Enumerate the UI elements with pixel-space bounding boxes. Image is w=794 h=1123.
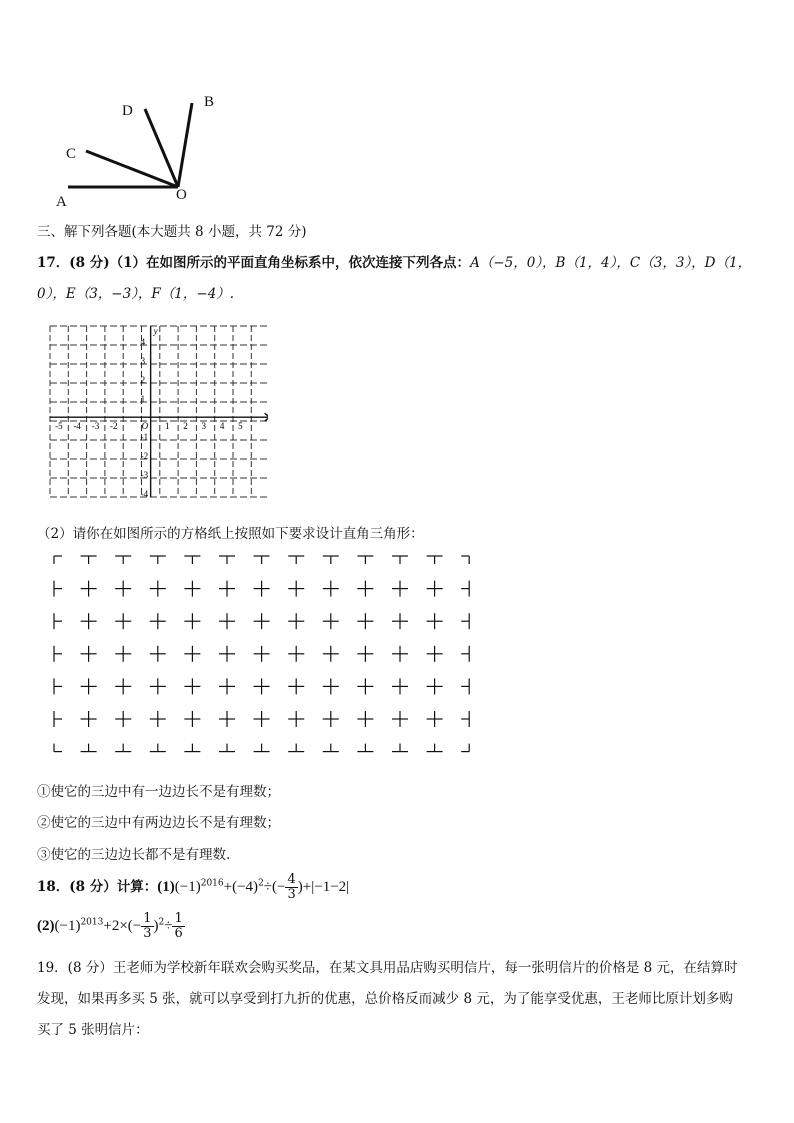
label-d: D xyxy=(122,103,133,119)
q19-line1: 19．(8 分）王老师为学校新年联欢会购买奖品，在某文具用品店购买明信片，每一张明信片的价格是 8 元，在结算时 xyxy=(37,960,738,976)
coordinate-grid xyxy=(46,320,268,500)
q18-p2-exp: 2013 xyxy=(80,917,104,928)
x-tick-label: -5 xyxy=(55,421,63,432)
q19-line3: 买了 5 张明信片： xyxy=(37,1022,149,1038)
q18-p2-prefix: (2) xyxy=(37,918,55,934)
q18-label: 18．(8 分）计算： xyxy=(37,879,158,895)
section-title: 三、解下列各题(本大题共 8 小题，共 72 分) xyxy=(37,224,307,240)
label-b: B xyxy=(204,94,215,110)
ray-ob xyxy=(178,103,192,187)
frac-den: 3 xyxy=(143,926,152,941)
q18-p1-abs: |−1−2| xyxy=(311,879,350,895)
q18-p2-fraction2 xyxy=(172,912,184,941)
q18-p1-div: ÷(− xyxy=(263,879,286,895)
q17-intro: 17．(8 分)（1）在如图所示的平面直角坐标系中，依次连接下列各点： xyxy=(37,255,471,271)
y-tick-label: -4 xyxy=(140,489,149,500)
y-tick-label: -1 xyxy=(140,432,149,443)
x-tick-label: -3 xyxy=(91,421,100,432)
y-tick-label: -2 xyxy=(140,451,149,462)
q17-line1 xyxy=(37,251,751,271)
q17-points-1: A（−5，0），B（1，4），C（3，3），D（1， xyxy=(470,255,752,271)
x-tick-label: O xyxy=(141,421,149,432)
q18-line2 xyxy=(37,912,185,941)
y-tick-label: 1 xyxy=(140,394,146,405)
x-tick-label: -4 xyxy=(73,421,81,432)
q17-points-2: 0），E（3，−3），F（1，−4）. xyxy=(37,286,235,302)
q18-p1-exp2: 2 xyxy=(258,878,264,889)
x-tick-label: 2 xyxy=(183,421,188,432)
frac-num: 1 xyxy=(143,911,152,926)
q19-line2: 发现，如果再多买 5 张，就可以享受到打九折的优惠，总价格反而减少 8 元，为了能享受优惠，王老师比原计划多购 xyxy=(37,991,733,1007)
frac-num: 4 xyxy=(287,872,296,887)
x-tick-label: 1 xyxy=(164,421,170,432)
q18-p1-fraction xyxy=(285,873,297,902)
label-o: O xyxy=(176,187,187,203)
label-a: A xyxy=(56,194,67,210)
x-tick-label: 5 xyxy=(238,421,243,432)
y-tick-label: -3 xyxy=(140,470,149,481)
x-tick-label: 4 xyxy=(219,421,225,432)
square-grid-paper xyxy=(44,546,484,760)
frac-num: 1 xyxy=(174,911,183,926)
q18-p1-prefix: (1) xyxy=(157,879,175,895)
frac-den: 6 xyxy=(174,926,183,941)
q18-p1-exp1: 2016 xyxy=(200,878,224,889)
q18-p2-mid: +2×(− xyxy=(103,918,142,934)
req-2: ②使它的三边中有两边边长不是有理数； xyxy=(37,815,280,831)
y-tick-label: 4 xyxy=(140,337,146,348)
req-1: ①使它的三边中有一边边长不是有理数； xyxy=(37,784,280,800)
q18-p2-div: ÷ xyxy=(164,918,173,934)
q18-p2-exp2: 2 xyxy=(158,917,165,928)
y-tick-label: 3 xyxy=(140,356,146,367)
y-axis-label: y xyxy=(153,326,158,336)
label-c: C xyxy=(66,146,77,162)
frac-den: 3 xyxy=(287,887,296,902)
req-3: ③使它的三边边长都不是有理数. xyxy=(37,847,231,863)
q18-p2-base: (−1) xyxy=(54,918,81,934)
q18-line1 xyxy=(37,873,349,902)
x-tick-label: 3 xyxy=(201,421,207,432)
x-tick-label: -2 xyxy=(110,421,118,432)
q18-p1-tail: )+ xyxy=(297,879,312,895)
q18-p2-fraction xyxy=(141,912,153,941)
q17-part2: （2）请你在如图所示的方格纸上按照如下要求设计直角三角形： xyxy=(37,526,424,542)
q18-p2-close: ) xyxy=(153,918,159,934)
q18-p1-mid: +(−4) xyxy=(223,879,259,895)
y-tick-label: 2 xyxy=(140,375,146,386)
q18-p1-base: (−1) xyxy=(174,879,201,895)
